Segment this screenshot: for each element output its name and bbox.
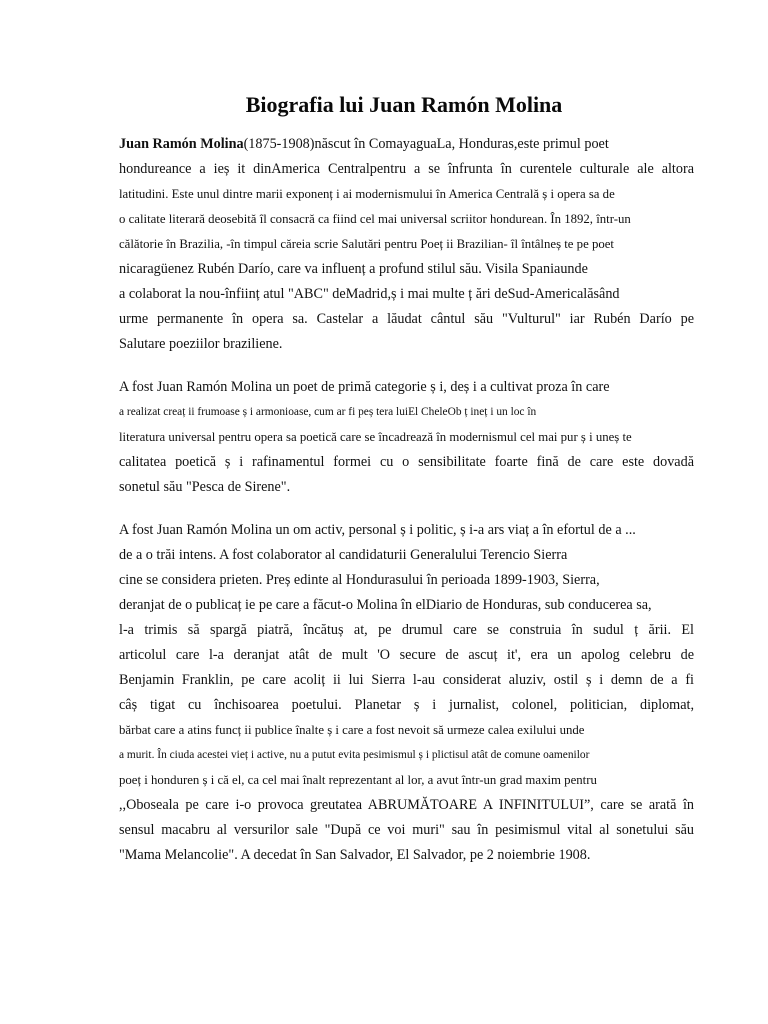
paragraph-1 xyxy=(119,132,694,357)
text-line: Benjamin Franklin, pe care acoliț ii lui Sierra l-au considerat aluziv, ostil ș i demn de a fi xyxy=(119,672,694,688)
text-line: deranjat de o publicaț ie pe care a făcut-o Molina în elDiario de Honduras, sub conducerea sa, xyxy=(119,597,652,613)
author-name: Juan Ramón Molina xyxy=(119,136,244,152)
text-line: cine se considera prieten. Preș edinte al Hondurasului în perioada 1899-1903, Sierra, xyxy=(119,572,600,588)
text-line: l-a trimis să spargă piatră, încătuș at, pe drumul care se construia în sudul ț ării. El xyxy=(119,622,694,638)
text-line: călătorie în Brazilia, -în timpul căreia scrie Salutări pentru Poeț ii Brazilian- îl întâlneș te pe poet xyxy=(119,237,614,251)
text-line: ,,Oboseala pe care i-o provoca greutatea ABRUMĂTOARE A INFINITULUI”, care se arată în xyxy=(119,797,694,813)
text-line: Salutare poeziilor braziliene. xyxy=(119,336,283,352)
text-line: bărbat care a atins funcț ii publice înalte ș i care a fost nevoit să urmeze calea exilului unde xyxy=(119,723,585,737)
text-line: câș tigat cu închisoarea poetului. Planetar ș i jurnalist, colonel, politician, diplomat, xyxy=(119,697,694,713)
text-line xyxy=(119,132,694,157)
text-line: latitudini. Este unul dintre marii exponenț i ai modernismului în America Centrală ș i opera sa de xyxy=(119,187,615,201)
text-line: calitatea poetică ș i rafinamentul formei cu o sensibilitate foarte fină de care este dovadă xyxy=(119,454,694,470)
text-line: nicaragüenez Rubén Darío, care va influenț a profund stilul său. Visila Spaniaunde xyxy=(119,261,588,277)
text-line: urme permanente în opera sa. Castelar a lăudat cântul său "Vulturul" iar Rubén Darío pe xyxy=(119,311,694,327)
text-line-content: (1875-1908)născut în ComayaguaLa, Honduras,este primul poet xyxy=(243,136,609,152)
text-line: a realizat creaț ii frumoase ș i armonioase, cum ar fi peș tera luiEl CheleOb ț ineț i un loc în xyxy=(119,406,537,418)
text-line: a murit. În ciuda acestei vieț i active, nu a putut evita pesimismul ș i plictisul atât de comune oamenilor xyxy=(119,749,590,761)
document-title: Biografia lui Juan Ramón Molina xyxy=(245,92,563,117)
text-line: A fost Juan Ramón Molina un poet de primă categorie ș i, deș i a cultivat proza în care xyxy=(119,379,610,395)
text-line: articolul care l-a deranjat atât de mult 'O secure de ascuț it', era un apolog celebru de xyxy=(119,647,694,663)
text-line: "Mama Melancolie". A decedat în San Salvador, El Salvador, pe 2 noiembrie 1908. xyxy=(119,847,591,863)
text-line: A fost Juan Ramón Molina un om activ, personal ș i politic, ș i-a ars viaț a în efortul de a ... xyxy=(119,522,636,538)
paragraph-3 xyxy=(119,518,694,868)
text-line: sonetul său "Pesca de Sirene". xyxy=(119,479,291,495)
text-line: sensul macabru al versurilor sale "După ce voi muri" sau în pesimismul vital al sonetului său xyxy=(119,822,694,838)
text-line: poeț i honduren ș i că el, ca cel mai înalt reprezentant al lor, a avut într-un grad maxim pentru xyxy=(119,773,597,787)
paragraph-2 xyxy=(119,375,694,500)
text-line: de a o trăi intens. A fost colaborator al candidaturii Generalului Terencio Sierra xyxy=(119,547,568,563)
text-line: literatura universal pentru opera sa poetică care se încadrează în modernismul cel mai pur ș i uneș te xyxy=(119,430,632,444)
text-line: hondureance a ieș it dinAmerica Centralpentru a se înfrunta în curentele culturale ale altora xyxy=(119,161,694,177)
text-line: o calitate literară deosebită îl consacră ca fiind cel mai universal scriitor hondurean. În 1892, într-un xyxy=(119,212,631,226)
text-line: a colaborat la nou-înființ atul "ABC" deMadrid,ș i mai multe ț ări deSud-Americalăsând xyxy=(119,286,620,302)
